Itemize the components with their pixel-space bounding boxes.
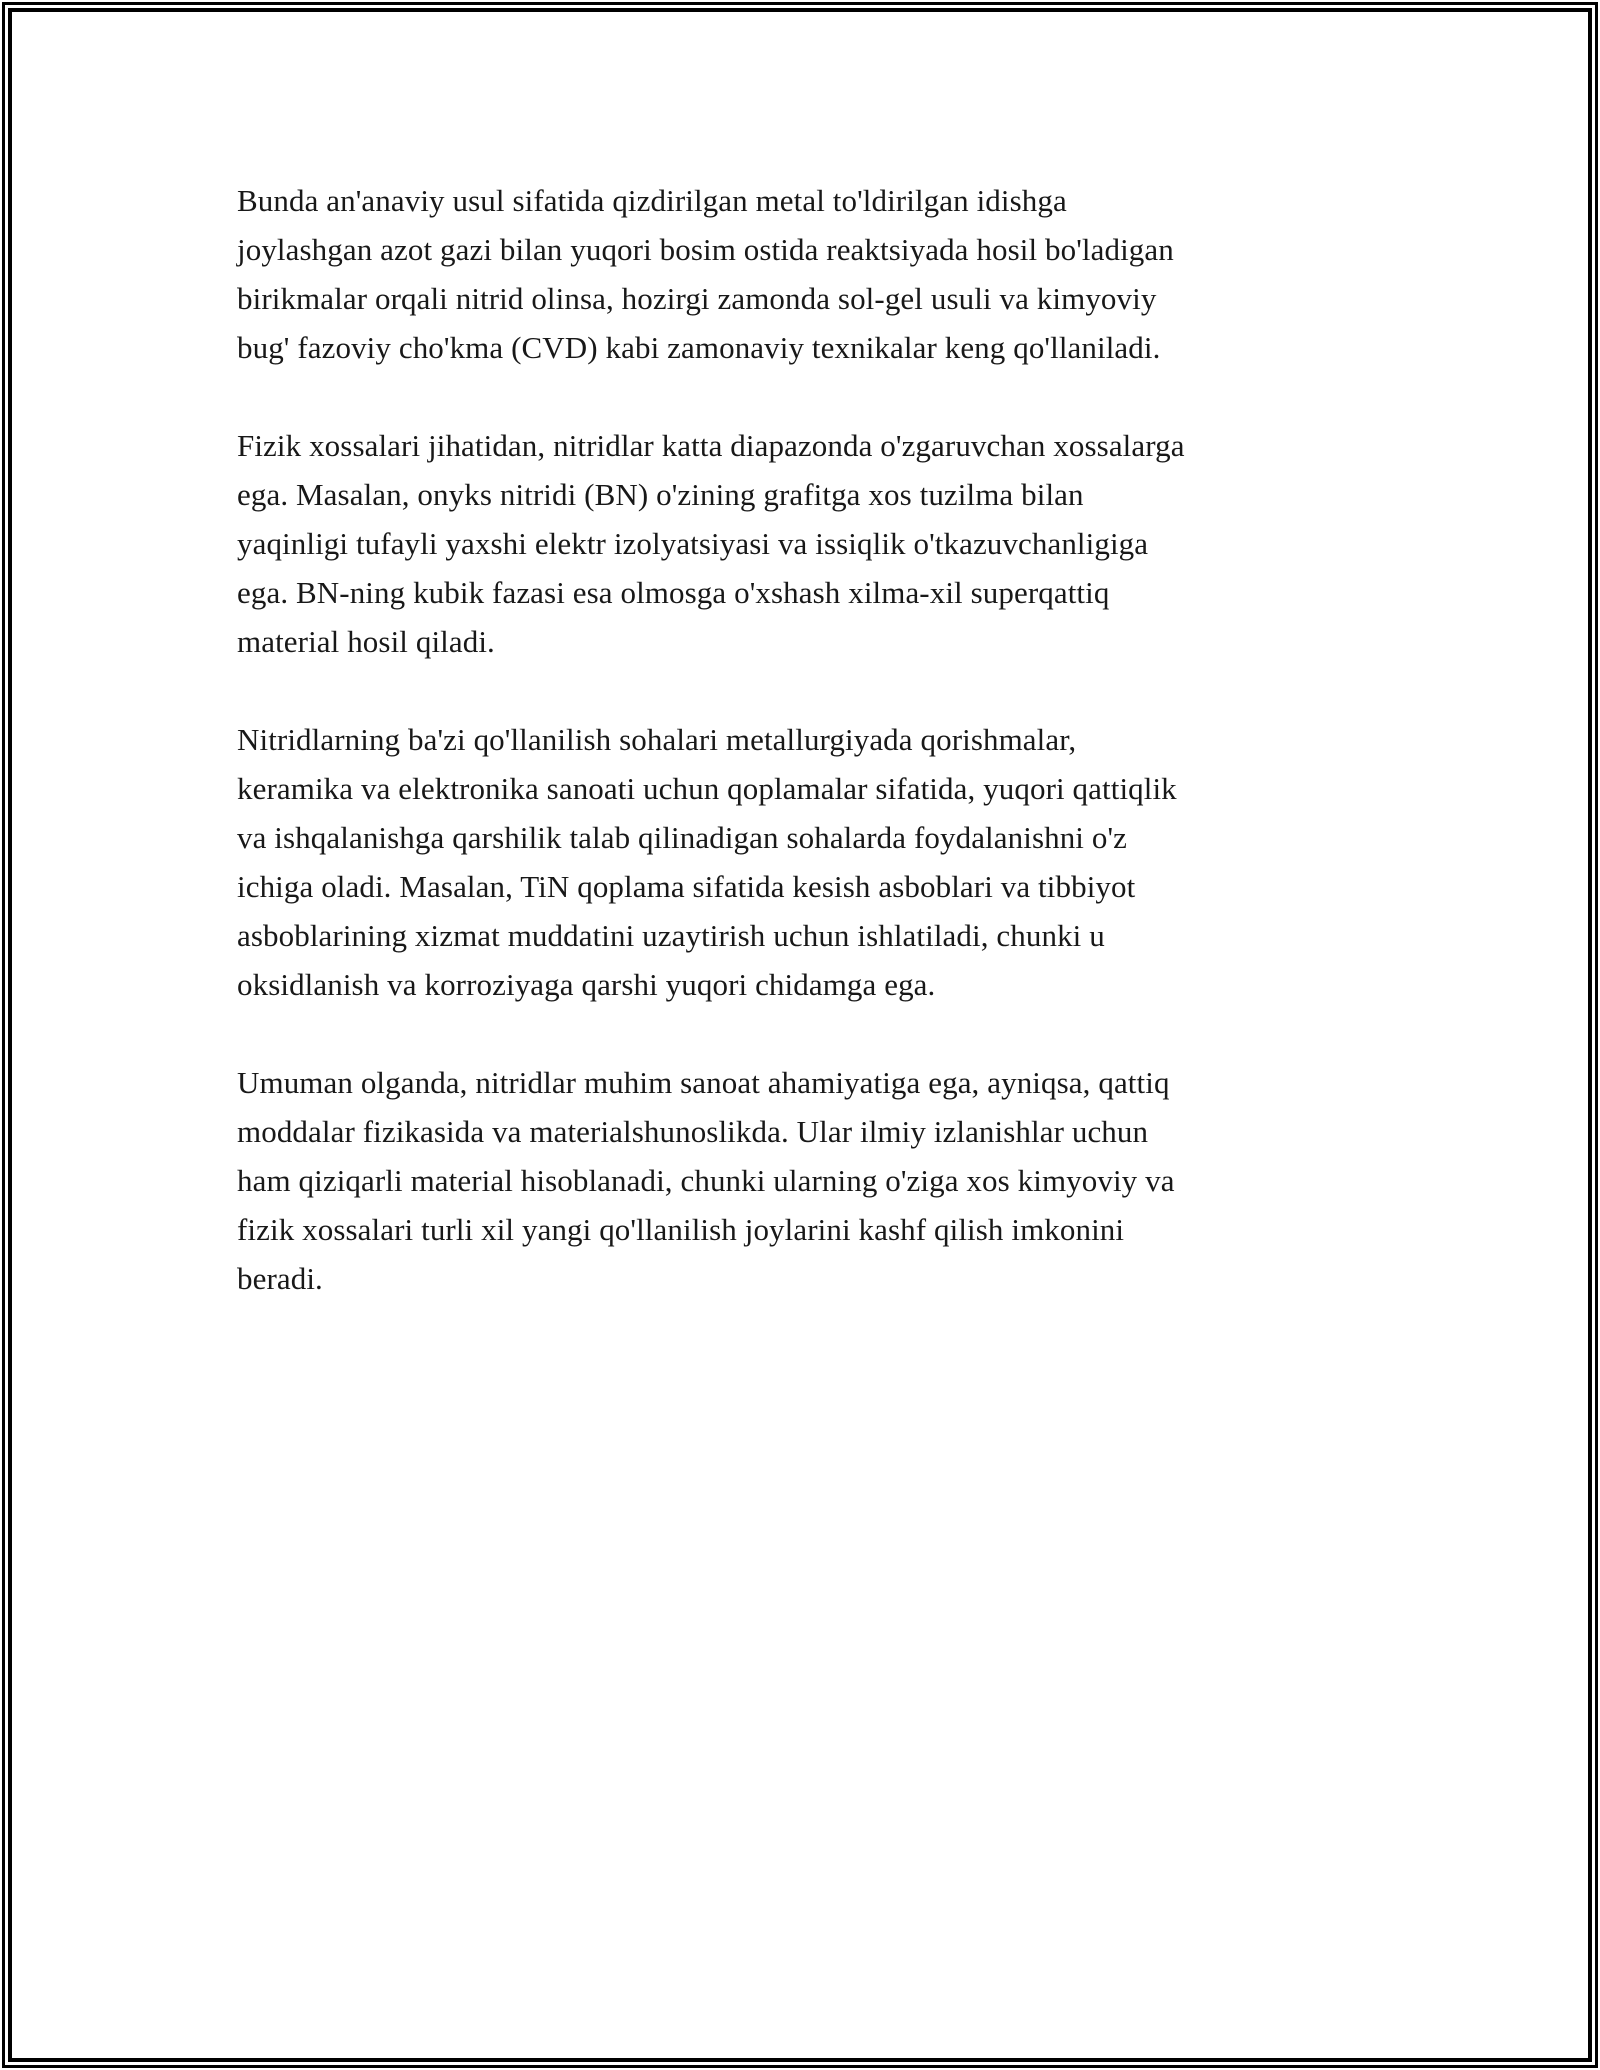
text-line: oksidlanish va korroziyaga qarshi yuqori chidamga ega. [237,967,936,1002]
text-line: bug' fazoviy cho'kma (CVD) kabi zamonaviy texnikalar keng qo'llaniladi. [237,330,1161,365]
text-line: asboblarining xizmat muddatini uzaytirish uchun ishlatiladi, chunki u [237,918,1105,953]
page-border-outer [2,2,1598,2068]
text-line: joylashgan azot gazi bilan yuqori bosim ostida reaktsiyada hosil bo'ladigan [237,232,1174,267]
text-line: ega. BN-ning kubik fazasi esa olmosga o'xshash xilma-xil superqattiq [237,575,1110,610]
paragraph [237,421,1382,666]
text-line: birikmalar orqali nitrid olinsa, hozirgi zamonda sol-gel usuli va kimyoviy [237,281,1157,316]
text-line: ham qiziqarli material hisoblanadi, chunki ularning o'ziga xos kimyoviy va [237,1163,1175,1198]
text-line: Fizik xossalari jihatidan, nitridlar katta diapazonda o'zgaruvchan xossalarga [237,428,1185,463]
paragraph [237,176,1382,372]
text-line: Nitridlarning ba'zi qo'llanilish sohalari metallurgiyada qorishmalar, [237,722,1077,757]
document-body [237,176,1382,1352]
text-line: ega. Masalan, onyks nitridi (BN) o'zining grafitga xos tuzilma bilan [237,477,1084,512]
text-line: ichiga oladi. Masalan, TiN qoplama sifatida kesish asboblari va tibbiyot [237,869,1136,904]
text-line: material hosil qiladi. [237,624,495,659]
text-line: yaqinligi tufayli yaxshi elektr izolyatsiyasi va issiqlik o'tkazuvchanligiga [237,526,1149,561]
text-line: Bunda an'anaviy usul sifatida qizdirilgan metal to'ldirilgan idishga [237,183,1067,218]
page-border-inner [8,8,1592,2062]
paragraph [237,1058,1382,1303]
text-line: Umuman olganda, nitridlar muhim sanoat ahamiyatiga ega, ayniqsa, qattiq [237,1065,1170,1100]
text-line: beradi. [237,1261,323,1296]
text-line: moddalar fizikasida va materialshunoslikda. Ular ilmiy izlanishlar uchun [237,1114,1149,1149]
paragraph [237,715,1382,1009]
text-line: fizik xossalari turli xil yangi qo'llanilish joylarini kashf qilish imkonini [237,1212,1125,1247]
text-line: va ishqalanishga qarshilik talab qilinadigan sohalarda foydalanishni o'z [237,820,1128,855]
text-line: keramika va elektronika sanoati uchun qoplamalar sifatida, yuqori qattiqlik [237,771,1177,806]
